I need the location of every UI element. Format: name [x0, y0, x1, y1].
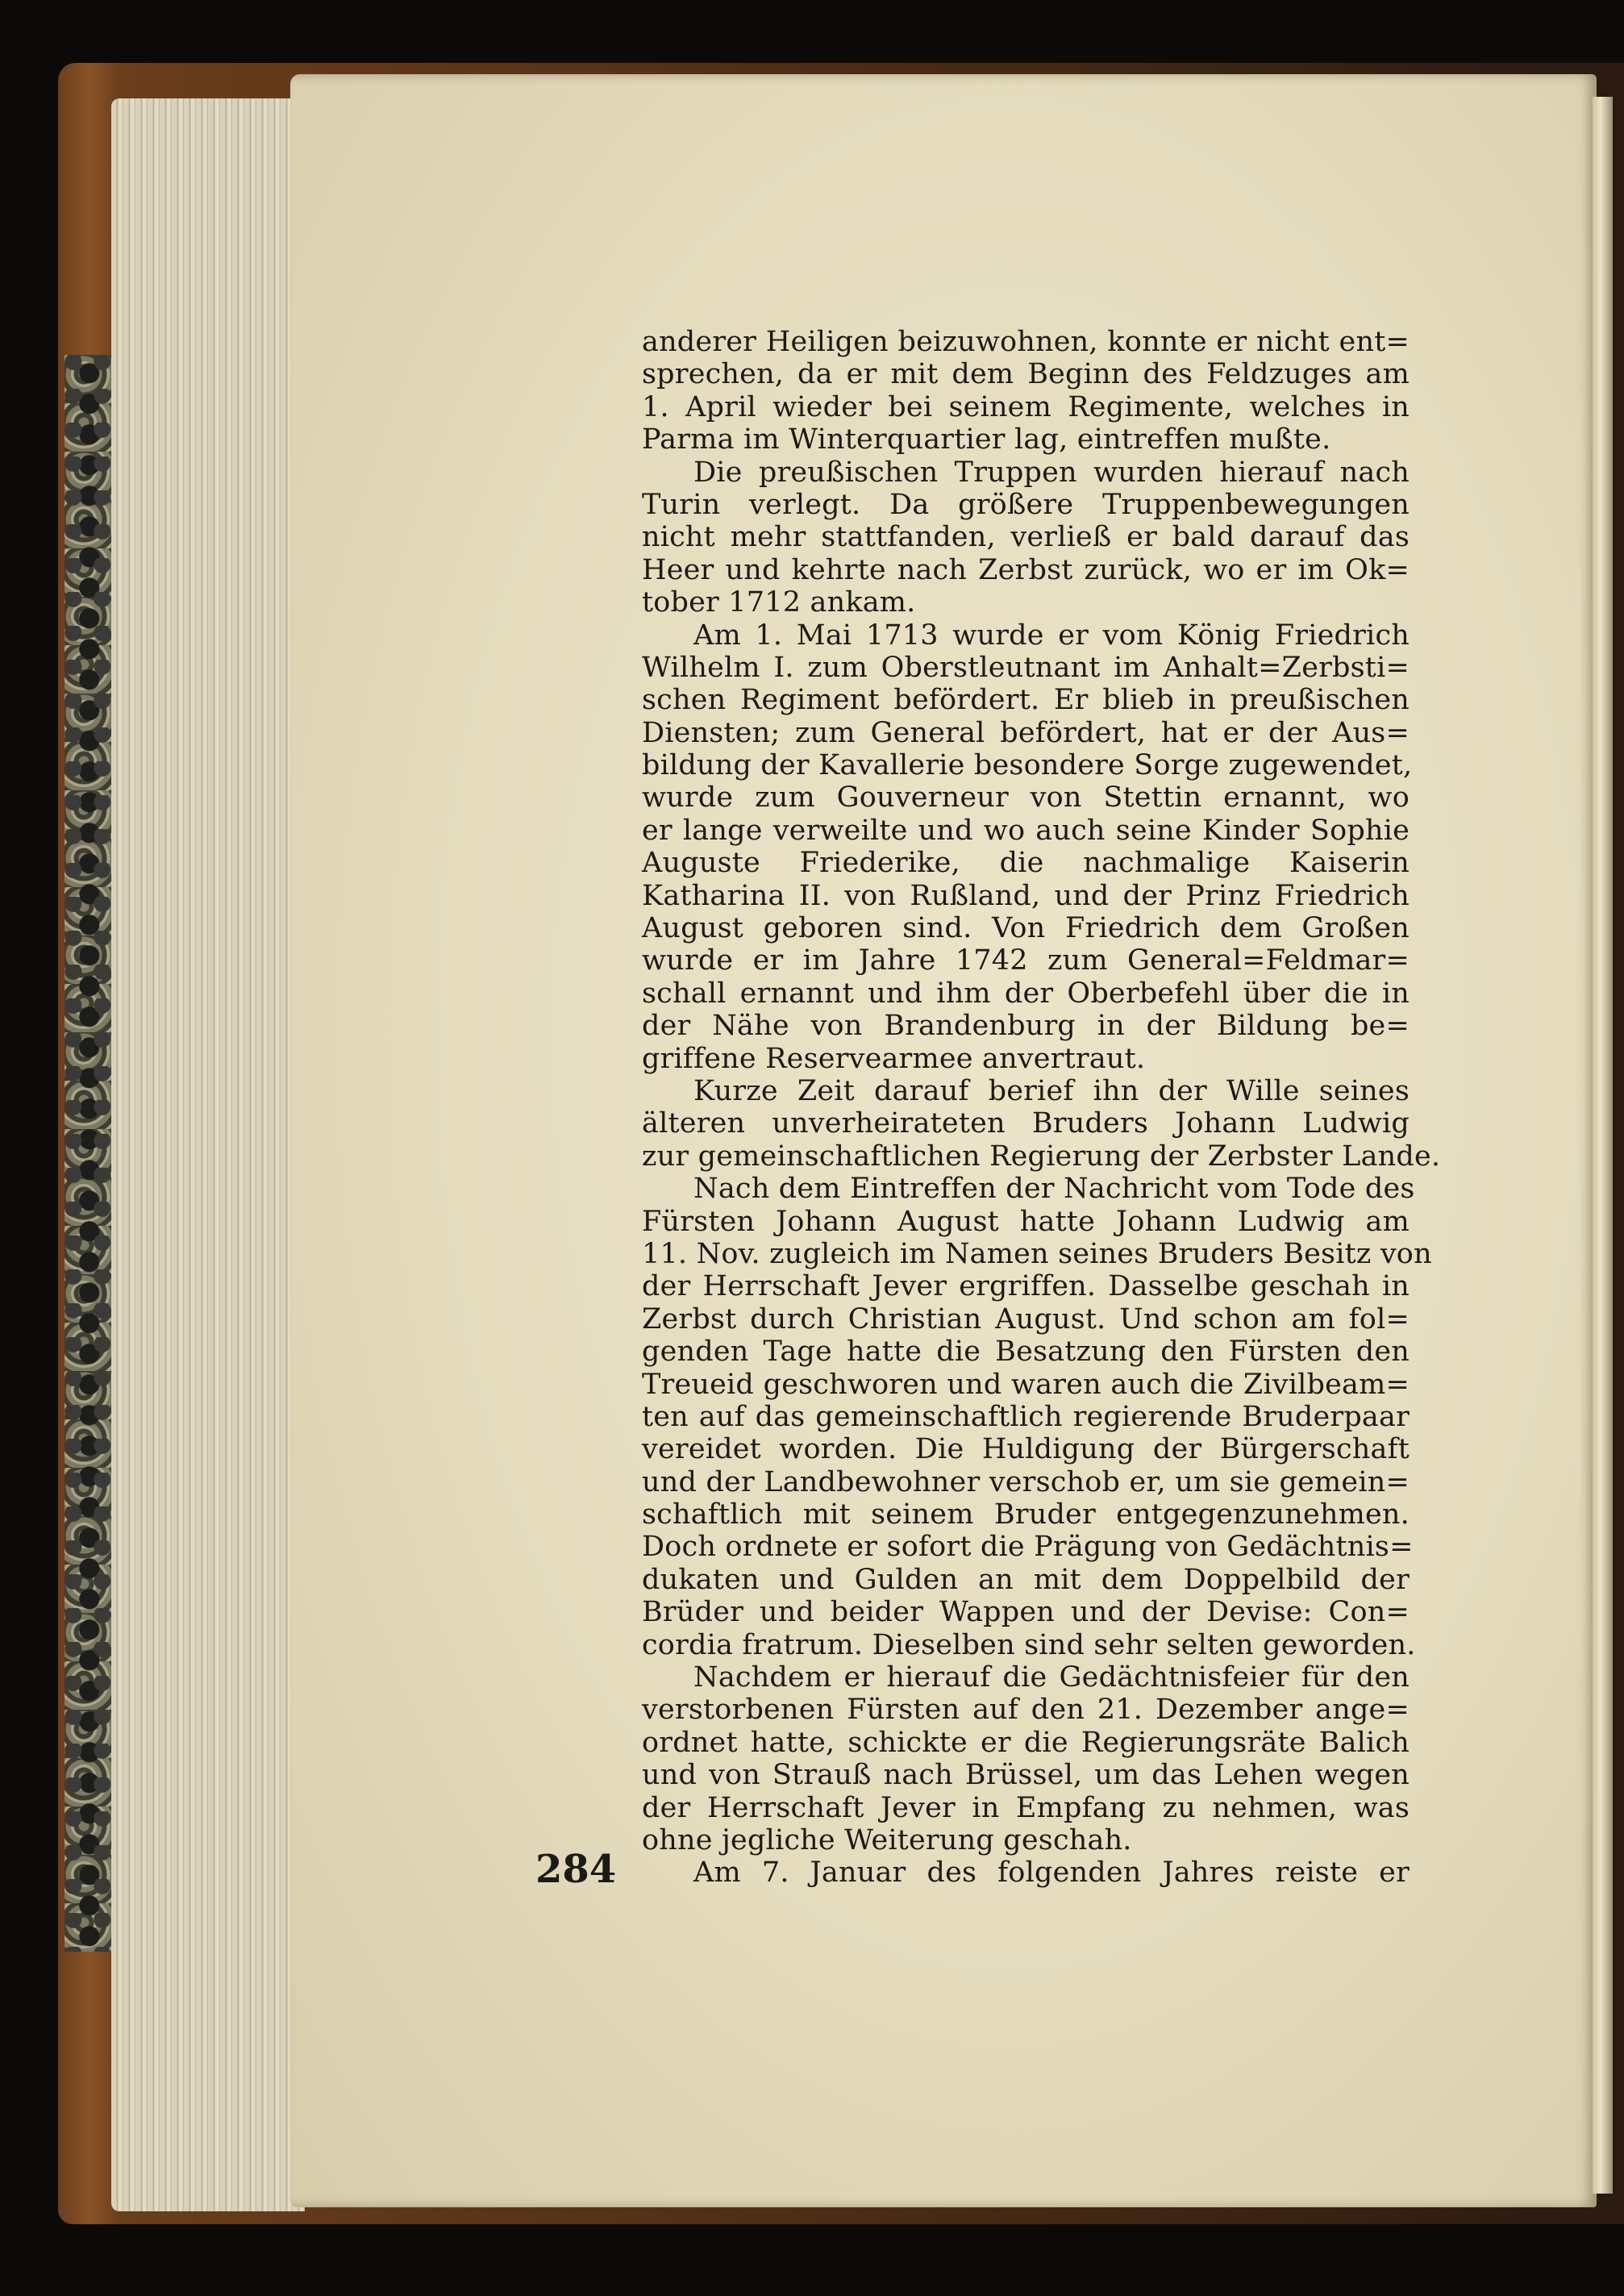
- text-line: nicht mehr stattfanden, verließ er bald darauf das: [642, 521, 1410, 554]
- text-line: griffene Reservearmee anvertraut.: [642, 1042, 1146, 1075]
- text-line: genden Tage hatte die Besatzung den Fürsten den: [642, 1336, 1410, 1369]
- text-line: Diensten; zum General befördert, hat er der Aus=: [642, 716, 1410, 749]
- text-line: Turin verlegt. Da größere Truppenbewegungen: [642, 488, 1410, 521]
- page-number: 284: [535, 1847, 617, 1892]
- text-line: Auguste Friederike, die nachmalige Kaiserin: [642, 847, 1410, 880]
- text-line: schen Regiment befördert. Er blieb in preußischen: [642, 684, 1410, 717]
- body-text: [642, 326, 1441, 1890]
- text-line: ohne jegliche Weiterung geschah.: [642, 1823, 1132, 1856]
- text-line: älteren unverheirateten Bruders Johann Ludwig: [642, 1107, 1410, 1140]
- text-line: verstorbenen Fürsten auf den 21. Dezember ange=: [642, 1694, 1410, 1727]
- text-line: der Nähe von Brandenburg in der Bildung be=: [642, 1010, 1410, 1043]
- page-edges: [111, 98, 305, 2211]
- text-line: schall ernannt und ihm der Oberbefehl über die in: [642, 977, 1410, 1010]
- text-line: bildung der Kavallerie besondere Sorge zugewendet,: [642, 749, 1413, 782]
- text-line: der Herrschaft Jever ergriffen. Dasselbe geschah in: [642, 1270, 1410, 1303]
- text-line: August geboren sind. Von Friedrich dem Großen: [642, 912, 1410, 945]
- text-line: wurde zum Gouverneur von Stettin ernannt, wo: [642, 781, 1410, 815]
- text-line: Am 7. Januar des folgenden Jahres reiste er: [693, 1856, 1410, 1890]
- text-line: schaftlich mit seinem Bruder entgegenzunehmen.: [642, 1498, 1410, 1531]
- text-line: anderer Heiligen beizuwohnen, konnte er nicht ent=: [642, 326, 1410, 358]
- text-line: der Herrschaft Jever in Empfang zu nehmen, was: [642, 1791, 1410, 1824]
- text-line: Heer und kehrte nach Zerbst zurück, wo er im Ok=: [642, 553, 1410, 586]
- text-line: Nachdem er hierauf die Gedächtnisfeier für den: [693, 1661, 1410, 1694]
- text-line: Kurze Zeit darauf berief ihn der Wille seines: [693, 1074, 1410, 1107]
- text-line: Katharina II. von Rußland, und der Prinz Friedrich: [642, 879, 1410, 912]
- text-line: wurde er im Jahre 1742 zum General=Feldmar=: [642, 944, 1410, 977]
- text-line: Brüder und beider Wappen und der Devise: Con=: [642, 1596, 1410, 1629]
- text-line: Wilhelm I. zum Oberstleutnant im Anhalt=Zerbsti=: [642, 651, 1410, 684]
- text-line: cordia fratrum. Dieselben sind sehr selten geworden.: [642, 1628, 1416, 1661]
- text-line: ten auf das gemeinschaftlich regierende Bruderpaar: [642, 1400, 1410, 1433]
- text-line: Am 1. Mai 1713 wurde er vom König Friedrich: [693, 619, 1410, 652]
- text-line: Parma im Winterquartier lag, eintreffen mußte.: [642, 423, 1331, 456]
- text-line: zur gemeinschaftlichen Regierung der Zerbster Lande.: [642, 1140, 1441, 1173]
- text-line: Nach dem Eintreffen der Nachricht vom Tode des: [693, 1173, 1415, 1206]
- text-line: und der Landbewohner verschob er, um sie gemein=: [642, 1465, 1410, 1498]
- page-fold: [1593, 97, 1613, 2194]
- text-line: und von Strauß nach Brüssel, um das Lehen wegen: [642, 1759, 1410, 1792]
- text-line: Fürsten Johann August hatte Johann Ludwig am: [642, 1205, 1410, 1238]
- text-line: Die preußischen Truppen wurden hierauf nach: [693, 456, 1410, 489]
- text-line: Doch ordnete er sofort die Prägung von Gedächtnis=: [642, 1531, 1414, 1564]
- text-line: tober 1712 ankam.: [642, 586, 916, 619]
- text-line: Treueid geschworen und waren auch die Zivilbeam=: [642, 1368, 1410, 1401]
- text-line: er lange verweilte und wo auch seine Kinder Sophie: [642, 814, 1410, 847]
- text-line: Zerbst durch Christian August. Und schon am fol=: [642, 1302, 1410, 1336]
- text-line: dukaten und Gulden an mit dem Doppelbild der: [642, 1563, 1410, 1596]
- text-line: 11. Nov. zugleich im Namen seines Bruders Besitz von: [642, 1237, 1432, 1270]
- text-line: 1. April wieder bei seinem Regimente, welches in: [642, 390, 1410, 423]
- text-line: ordnet hatte, schickte er die Regierungsräte Balich: [642, 1726, 1410, 1759]
- text-line: vereidet worden. Die Huldigung der Bürgerschaft: [642, 1433, 1410, 1466]
- text-line: sprechen, da er mit dem Beginn des Feldzuges am: [642, 358, 1410, 391]
